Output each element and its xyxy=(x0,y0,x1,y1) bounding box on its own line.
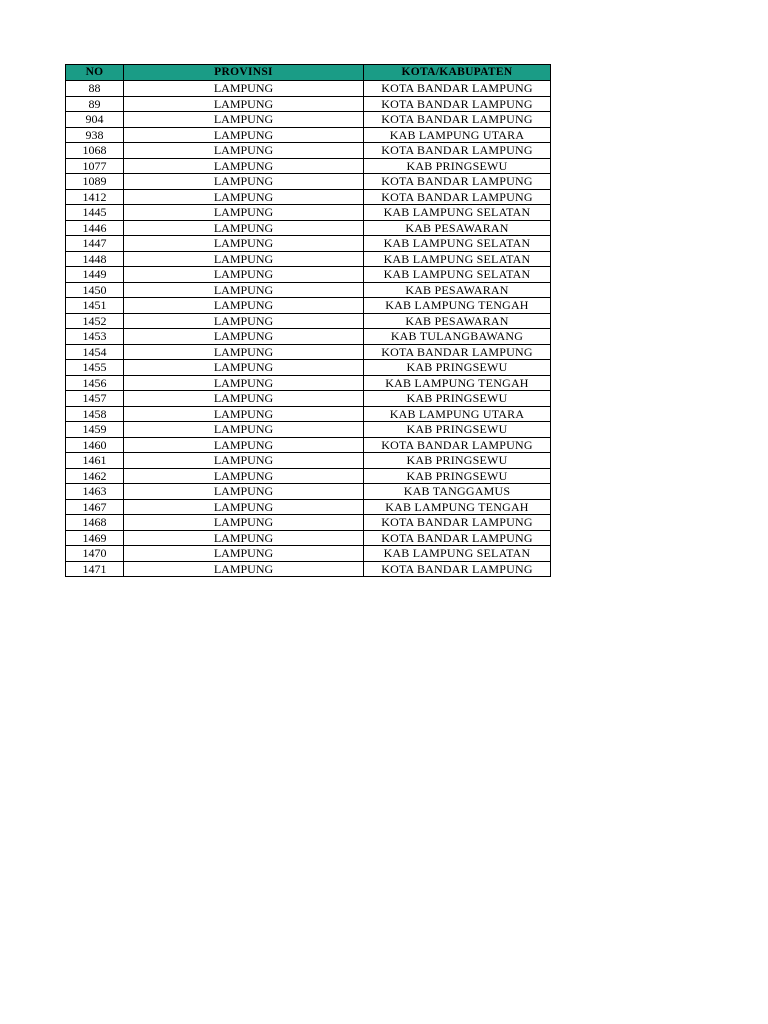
data-sheet xyxy=(65,64,551,577)
cell-provinsi: LAMPUNG xyxy=(124,422,364,438)
table-row xyxy=(66,468,551,484)
table-row xyxy=(66,515,551,531)
table-row xyxy=(66,220,551,236)
cell-no: 1077 xyxy=(66,158,124,174)
table-row xyxy=(66,282,551,298)
cell-no: 1458 xyxy=(66,406,124,422)
cell-no: 1471 xyxy=(66,561,124,577)
cell-kota-kabupaten: KAB LAMPUNG TENGAH xyxy=(364,298,551,314)
table-row xyxy=(66,112,551,128)
cell-provinsi: LAMPUNG xyxy=(124,251,364,267)
table-row xyxy=(66,313,551,329)
cell-kota-kabupaten: KAB PRINGSEWU xyxy=(364,468,551,484)
data-table xyxy=(65,64,551,577)
table-row xyxy=(66,329,551,345)
table-row xyxy=(66,81,551,97)
cell-no: 1461 xyxy=(66,453,124,469)
cell-provinsi: LAMPUNG xyxy=(124,484,364,500)
cell-no: 1448 xyxy=(66,251,124,267)
cell-kota-kabupaten: KAB PRINGSEWU xyxy=(364,391,551,407)
table-row xyxy=(66,530,551,546)
table-row xyxy=(66,406,551,422)
cell-provinsi: LAMPUNG xyxy=(124,515,364,531)
cell-no: 1469 xyxy=(66,530,124,546)
cell-provinsi: LAMPUNG xyxy=(124,298,364,314)
cell-kota-kabupaten: KOTA BANDAR LAMPUNG xyxy=(364,174,551,190)
cell-kota-kabupaten: KAB PRINGSEWU xyxy=(364,158,551,174)
cell-no: 1456 xyxy=(66,375,124,391)
table-row xyxy=(66,360,551,376)
cell-provinsi: LAMPUNG xyxy=(124,313,364,329)
cell-provinsi: LAMPUNG xyxy=(124,499,364,515)
cell-provinsi: LAMPUNG xyxy=(124,344,364,360)
table-row xyxy=(66,96,551,112)
cell-kota-kabupaten: KAB LAMPUNG UTARA xyxy=(364,127,551,143)
cell-provinsi: LAMPUNG xyxy=(124,329,364,345)
cell-provinsi: LAMPUNG xyxy=(124,236,364,252)
cell-kota-kabupaten: KAB PESAWARAN xyxy=(364,282,551,298)
cell-no: 904 xyxy=(66,112,124,128)
cell-provinsi: LAMPUNG xyxy=(124,81,364,97)
cell-no: 1467 xyxy=(66,499,124,515)
cell-no: 1453 xyxy=(66,329,124,345)
cell-provinsi: LAMPUNG xyxy=(124,391,364,407)
cell-kota-kabupaten: KAB TANGGAMUS xyxy=(364,484,551,500)
cell-no: 1455 xyxy=(66,360,124,376)
table-row xyxy=(66,189,551,205)
cell-provinsi: LAMPUNG xyxy=(124,375,364,391)
table-row xyxy=(66,174,551,190)
table-row xyxy=(66,158,551,174)
cell-kota-kabupaten: KOTA BANDAR LAMPUNG xyxy=(364,112,551,128)
cell-kota-kabupaten: KOTA BANDAR LAMPUNG xyxy=(364,344,551,360)
cell-provinsi: LAMPUNG xyxy=(124,468,364,484)
cell-no: 1454 xyxy=(66,344,124,360)
table-body xyxy=(66,81,551,577)
cell-provinsi: LAMPUNG xyxy=(124,267,364,283)
cell-no: 1412 xyxy=(66,189,124,205)
cell-no: 1449 xyxy=(66,267,124,283)
cell-provinsi: LAMPUNG xyxy=(124,112,364,128)
cell-kota-kabupaten: KAB LAMPUNG TENGAH xyxy=(364,499,551,515)
table-row xyxy=(66,298,551,314)
table-row xyxy=(66,236,551,252)
cell-provinsi: LAMPUNG xyxy=(124,96,364,112)
cell-kota-kabupaten: KOTA BANDAR LAMPUNG xyxy=(364,143,551,159)
cell-kota-kabupaten: KAB PESAWARAN xyxy=(364,313,551,329)
cell-provinsi: LAMPUNG xyxy=(124,189,364,205)
cell-kota-kabupaten: KAB LAMPUNG TENGAH xyxy=(364,375,551,391)
table-row xyxy=(66,127,551,143)
table-row xyxy=(66,422,551,438)
cell-no: 1460 xyxy=(66,437,124,453)
cell-kota-kabupaten: KAB LAMPUNG SELATAN xyxy=(364,251,551,267)
table-header xyxy=(66,65,551,81)
cell-no: 1468 xyxy=(66,515,124,531)
table-row xyxy=(66,251,551,267)
table-row xyxy=(66,375,551,391)
cell-kota-kabupaten: KOTA BANDAR LAMPUNG xyxy=(364,437,551,453)
cell-no: 1451 xyxy=(66,298,124,314)
cell-provinsi: LAMPUNG xyxy=(124,158,364,174)
table-row xyxy=(66,205,551,221)
table-row xyxy=(66,437,551,453)
table-row xyxy=(66,484,551,500)
cell-provinsi: LAMPUNG xyxy=(124,174,364,190)
cell-kota-kabupaten: KAB LAMPUNG SELATAN xyxy=(364,236,551,252)
cell-kota-kabupaten: KAB PESAWARAN xyxy=(364,220,551,236)
cell-kota-kabupaten: KAB TULANGBAWANG xyxy=(364,329,551,345)
table-row xyxy=(66,143,551,159)
header-kota-kabupaten: KOTA/KABUPATEN xyxy=(364,65,551,81)
cell-no: 1446 xyxy=(66,220,124,236)
cell-provinsi: LAMPUNG xyxy=(124,220,364,236)
cell-kota-kabupaten: KOTA BANDAR LAMPUNG xyxy=(364,515,551,531)
cell-kota-kabupaten: KAB LAMPUNG SELATAN xyxy=(364,267,551,283)
header-no: NO xyxy=(66,65,124,81)
cell-no: 1463 xyxy=(66,484,124,500)
cell-no: 1445 xyxy=(66,205,124,221)
cell-kota-kabupaten: KAB PRINGSEWU xyxy=(364,360,551,376)
header-provinsi: PROVINSI xyxy=(124,65,364,81)
cell-no: 1462 xyxy=(66,468,124,484)
cell-no: 1470 xyxy=(66,546,124,562)
cell-kota-kabupaten: KAB LAMPUNG UTARA xyxy=(364,406,551,422)
cell-provinsi: LAMPUNG xyxy=(124,530,364,546)
table-row xyxy=(66,391,551,407)
table-row xyxy=(66,344,551,360)
cell-kota-kabupaten: KAB LAMPUNG SELATAN xyxy=(364,205,551,221)
cell-no: 1459 xyxy=(66,422,124,438)
table-row xyxy=(66,561,551,577)
cell-provinsi: LAMPUNG xyxy=(124,437,364,453)
table-row xyxy=(66,546,551,562)
cell-no: 1447 xyxy=(66,236,124,252)
cell-no: 89 xyxy=(66,96,124,112)
cell-no: 1457 xyxy=(66,391,124,407)
cell-kota-kabupaten: KAB LAMPUNG SELATAN xyxy=(364,546,551,562)
cell-kota-kabupaten: KOTA BANDAR LAMPUNG xyxy=(364,96,551,112)
cell-no: 1068 xyxy=(66,143,124,159)
cell-no: 938 xyxy=(66,127,124,143)
cell-kota-kabupaten: KOTA BANDAR LAMPUNG xyxy=(364,81,551,97)
cell-no: 1450 xyxy=(66,282,124,298)
cell-no: 88 xyxy=(66,81,124,97)
cell-kota-kabupaten: KOTA BANDAR LAMPUNG xyxy=(364,561,551,577)
cell-provinsi: LAMPUNG xyxy=(124,406,364,422)
table-row xyxy=(66,499,551,515)
cell-provinsi: LAMPUNG xyxy=(124,453,364,469)
cell-provinsi: LAMPUNG xyxy=(124,205,364,221)
cell-no: 1452 xyxy=(66,313,124,329)
cell-kota-kabupaten: KAB PRINGSEWU xyxy=(364,453,551,469)
cell-kota-kabupaten: KOTA BANDAR LAMPUNG xyxy=(364,530,551,546)
cell-no: 1089 xyxy=(66,174,124,190)
cell-kota-kabupaten: KAB PRINGSEWU xyxy=(364,422,551,438)
table-row xyxy=(66,453,551,469)
cell-provinsi: LAMPUNG xyxy=(124,143,364,159)
header-row xyxy=(66,65,551,81)
cell-provinsi: LAMPUNG xyxy=(124,561,364,577)
cell-provinsi: LAMPUNG xyxy=(124,546,364,562)
cell-kota-kabupaten: KOTA BANDAR LAMPUNG xyxy=(364,189,551,205)
cell-provinsi: LAMPUNG xyxy=(124,282,364,298)
cell-provinsi: LAMPUNG xyxy=(124,127,364,143)
table-row xyxy=(66,267,551,283)
cell-provinsi: LAMPUNG xyxy=(124,360,364,376)
